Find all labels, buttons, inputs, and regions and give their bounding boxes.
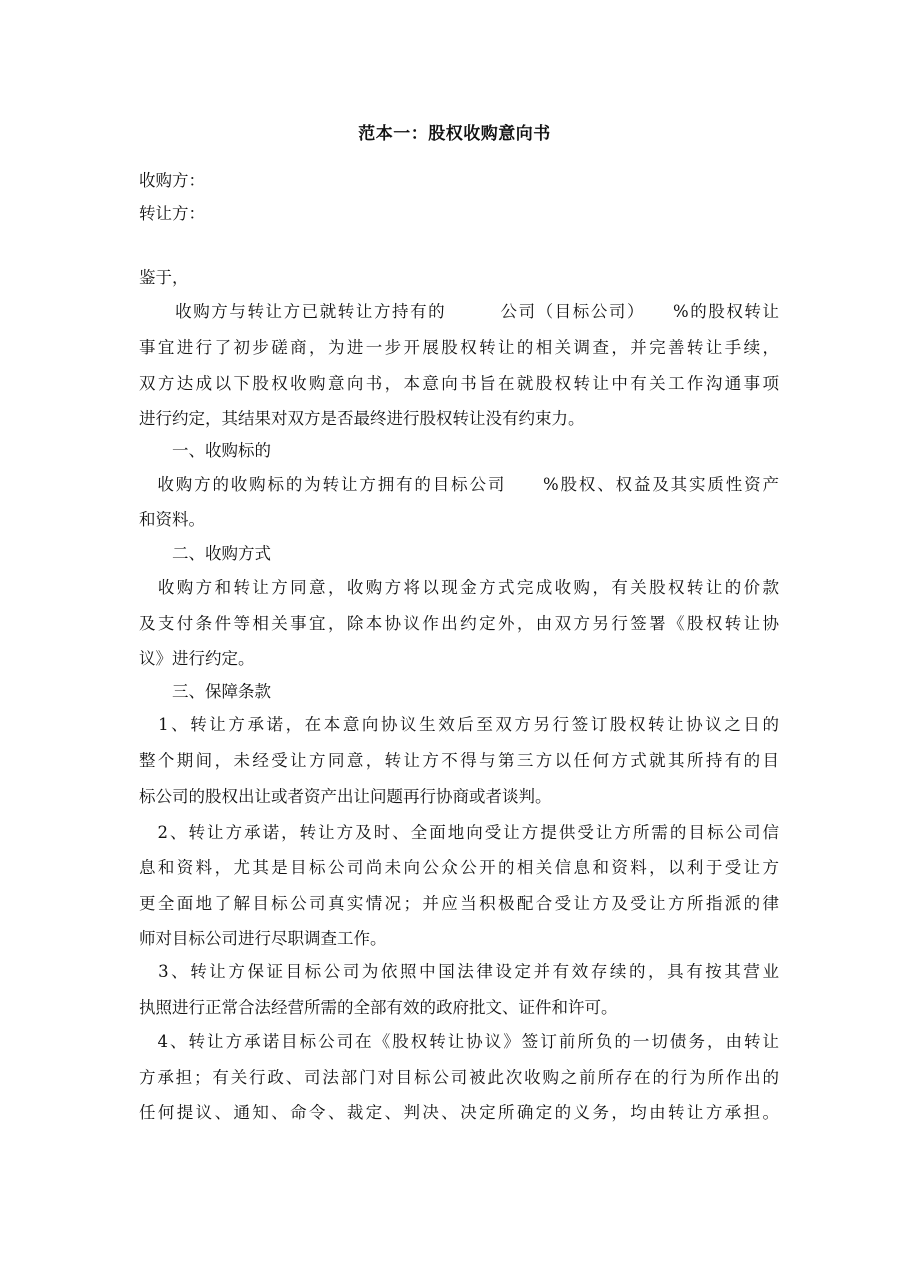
paragraph-line: 息和资料，尤其是目标公司尚未向公众公开的相关信息和资料，以利于受让方 bbox=[139, 858, 779, 877]
paragraph-line: 师对目标公司进行尽职调查工作。 bbox=[139, 929, 387, 948]
paragraph-line: 议》进行约定。 bbox=[139, 649, 255, 668]
section-heading-1: 一、收购标的 bbox=[139, 441, 271, 460]
paragraph-line: 进行约定，其结果对双方是否最终进行股权转让没有约束力。 bbox=[139, 409, 585, 428]
paragraph-line: 及支付条件等相关事宜，除本协议作出约定外，由双方另行签署《股权转让协 bbox=[139, 614, 779, 633]
paragraph-line: 4、转让方承诺目标公司在《股权转让协议》签订前所负的一切债务，由转让 bbox=[139, 1032, 779, 1051]
paragraph-line: 执照进行正常合法经营所需的全部有效的政府批文、证件和许可。 bbox=[139, 998, 618, 1017]
whereas-line: 鉴于， bbox=[139, 268, 189, 287]
paragraph-line: 整个期间，未经受让方同意，转让方不得与第三方以任何方式就其所持有的目 bbox=[139, 751, 779, 770]
paragraph-line: 更全面地了解目标公司真实情况；并应当积极配合受让方及受让方所指派的律 bbox=[139, 894, 779, 913]
paragraph-line: 1、转让方承诺，在本意向协议生效后至双方另行签订股权转让协议之日的 bbox=[139, 715, 779, 734]
paragraph-line: 任何提议、通知、命令、裁定、判决、决定所确定的义务，均由转让方承担。 bbox=[139, 1103, 779, 1122]
paragraph-line: 方承担；有关行政、司法部门对目标公司被此次收购之前所存在的行为所作出的 bbox=[139, 1068, 779, 1087]
paragraph-line: 收购方和转让方同意，收购方将以现金方式完成收购，有关股权转让的价款 bbox=[139, 578, 779, 597]
paragraph-line: 收购方与转让方已就转让方持有的 公司（目标公司） %的股权转让 bbox=[139, 302, 779, 321]
paragraph-line: 2、转让方承诺，转让方及时、全面地向受让方提供受让方所需的目标公司信 bbox=[139, 823, 779, 842]
paragraph-line: 标公司的股权出让或者资产出让问题再行协商或者谈判。 bbox=[139, 787, 552, 806]
paragraph-line: 和资料。 bbox=[139, 510, 205, 529]
paragraph-line: 事宜进行了初步磋商，为进一步开展股权转让的相关调查，并完善转让手续， bbox=[139, 338, 779, 357]
section-heading-2: 二、收购方式 bbox=[139, 544, 271, 563]
paragraph-line: 3、转让方保证目标公司为依照中国法律设定并有效存续的，具有按其营业 bbox=[139, 962, 779, 981]
document-title: 范本一：股权收购意向书 bbox=[358, 124, 551, 144]
buyer-label: 收购方： bbox=[139, 171, 205, 190]
section-heading-3: 三、保障条款 bbox=[139, 682, 271, 701]
seller-label: 转让方： bbox=[139, 204, 205, 223]
paragraph-line: 双方达成以下股权收购意向书，本意向书旨在就股权转让中有关工作沟通事项 bbox=[139, 374, 779, 393]
paragraph-line: 收购方的收购标的为转让方拥有的目标公司 %股权、权益及其实质性资产 bbox=[139, 475, 779, 494]
